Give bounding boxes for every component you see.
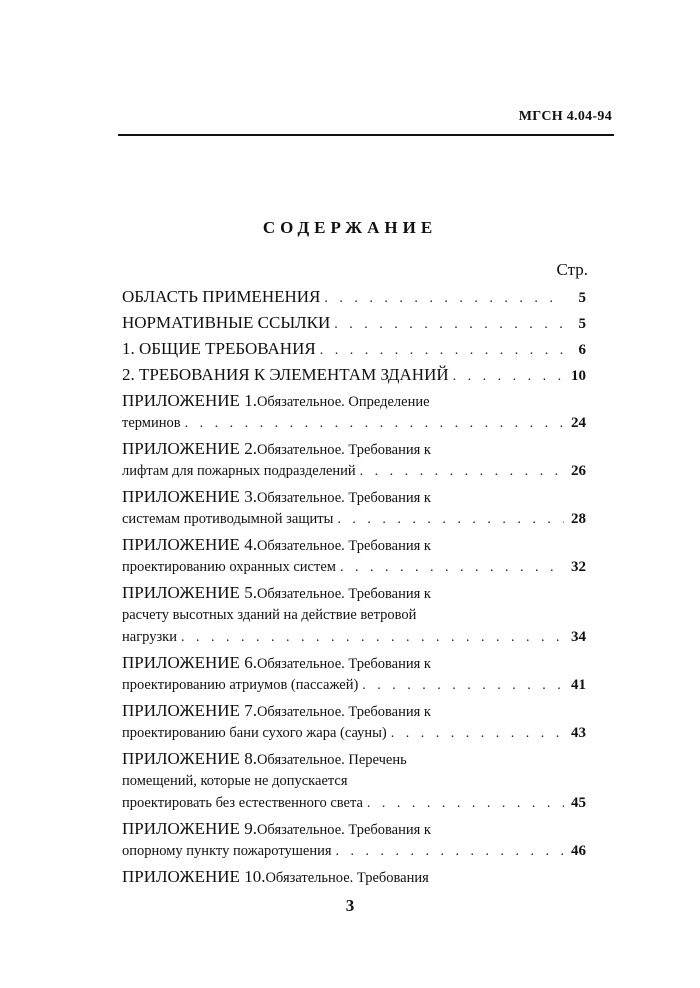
toc-entry-appendix-label: ПРИЛОЖЕНИЕ 10. [122, 867, 266, 886]
toc-entry-title: Обязательное. Перечень [256, 752, 407, 768]
toc-entry-title-continued: проектированию охранных систем [122, 559, 336, 575]
toc-page-number: 26 [571, 463, 586, 479]
toc-entry-title-continued: расчету высотных зданий на действие ветровой [122, 607, 417, 623]
dot-leader [324, 288, 564, 310]
toc-entry-title: Обязательное. Определение [256, 394, 430, 410]
dot-leader [340, 557, 564, 579]
toc-entry[interactable] [122, 338, 586, 360]
toc-entry[interactable] [122, 286, 586, 308]
toc-page-number: 6 [578, 342, 586, 358]
toc-entry-appendix-label: ПРИЛОЖЕНИЕ 7. [122, 701, 257, 720]
toc-entry-title: Обязательное. Требования к [256, 442, 431, 458]
toc-entry-title: Обязательное. Требования к [256, 704, 431, 720]
toc-page-number: 32 [571, 559, 586, 575]
table-of-contents [122, 286, 586, 892]
toc-entry-title: Обязательное. Требования к [256, 538, 431, 554]
toc-entry-title: НОРМАТИВНЫЕ ССЫЛКИ [122, 313, 331, 332]
toc-entry-appendix-label: ПРИЛОЖЕНИЕ 9. [122, 819, 257, 838]
toc-entry-title: Обязательное. Требования к [256, 586, 431, 602]
toc-entry[interactable] [122, 312, 586, 334]
toc-page-number: 24 [571, 415, 586, 431]
toc-entry[interactable] [122, 748, 586, 814]
toc-page-number: 10 [571, 368, 586, 384]
toc-entry-title-continued: проектировать без естественного света [122, 795, 363, 811]
page-number: 3 [345, 896, 355, 915]
toc-page-number: 46 [571, 843, 586, 859]
toc-entry[interactable] [122, 652, 586, 696]
toc-entry[interactable] [122, 818, 586, 862]
toc-entry-title: Обязательное. Требования к [256, 656, 431, 672]
toc-entry-title: 2. ТРЕБОВАНИЯ К ЭЛЕМЕНТАМ ЗДАНИЙ [122, 365, 449, 384]
header-rule [118, 134, 614, 136]
dot-leader [185, 413, 564, 435]
toc-entry[interactable] [122, 582, 586, 648]
toc-entry-appendix-label: ПРИЛОЖЕНИЕ 1. [122, 391, 257, 410]
dot-leader [337, 509, 564, 531]
toc-entry-title: Обязательное. Требования [265, 870, 429, 886]
dot-leader [453, 366, 564, 388]
toc-entry-title-continued: нагрузки [122, 629, 177, 645]
toc-page-number: 41 [571, 677, 586, 693]
toc-page-number: 45 [571, 795, 586, 811]
toc-entry[interactable] [122, 438, 586, 482]
toc-entry[interactable] [122, 534, 586, 578]
toc-entry[interactable] [122, 700, 586, 744]
toc-entry-appendix-label: ПРИЛОЖЕНИЕ 3. [122, 487, 257, 506]
toc-entry-appendix-label: ПРИЛОЖЕНИЕ 4. [122, 535, 257, 554]
dot-leader [391, 723, 564, 745]
dot-leader [181, 627, 564, 649]
toc-entry-title-continued: системам противодымной защиты [122, 511, 334, 527]
toc-page-number: 34 [571, 629, 586, 645]
toc-entry-title: 1. ОБЩИЕ ТРЕБОВАНИЯ [122, 339, 316, 358]
dot-leader [336, 841, 564, 863]
dot-leader [320, 340, 564, 362]
toc-entry-appendix-label: ПРИЛОЖЕНИЕ 8. [122, 749, 257, 768]
toc-page-number: 43 [571, 725, 586, 741]
toc-page-number: 5 [578, 290, 586, 306]
toc-entry-title-continued: проектированию атриумов (пассажей) [122, 677, 359, 693]
toc-entry[interactable] [122, 866, 586, 888]
toc-entry-title: Обязательное. Требования к [256, 490, 431, 506]
toc-entry-title-continued: опорному пункту пожаротушения [122, 843, 332, 859]
dot-leader [334, 314, 564, 336]
toc-page-number: 28 [571, 511, 586, 527]
toc-entry-title-continued: терминов [122, 415, 181, 431]
dot-leader [360, 461, 564, 483]
dot-leader [367, 793, 564, 815]
toc-entry[interactable] [122, 390, 586, 434]
dot-leader [362, 675, 564, 697]
toc-entry-title-continued: помещений, которые не допускается [122, 773, 348, 789]
page-title: СОДЕРЖАНИЕ [262, 218, 438, 237]
toc-entry[interactable] [122, 364, 586, 386]
toc-entry-title-continued: лифтам для пожарных подразделений [122, 463, 356, 479]
page-column-label: Стр. [556, 260, 588, 279]
toc-entry-appendix-label: ПРИЛОЖЕНИЕ 6. [122, 653, 257, 672]
toc-entry-title-continued: проектированию бани сухого жара (сауны) [122, 725, 387, 741]
toc-entry-appendix-label: ПРИЛОЖЕНИЕ 5. [122, 583, 257, 602]
toc-entry-title: Обязательное. Требования к [256, 822, 431, 838]
toc-entry-title: ОБЛАСТЬ ПРИМЕНЕНИЯ [122, 287, 321, 306]
document-code: МГСН 4.04-94 [518, 109, 612, 124]
toc-entry-appendix-label: ПРИЛОЖЕНИЕ 2. [122, 439, 257, 458]
toc-page-number: 5 [578, 316, 586, 332]
toc-entry[interactable] [122, 486, 586, 530]
